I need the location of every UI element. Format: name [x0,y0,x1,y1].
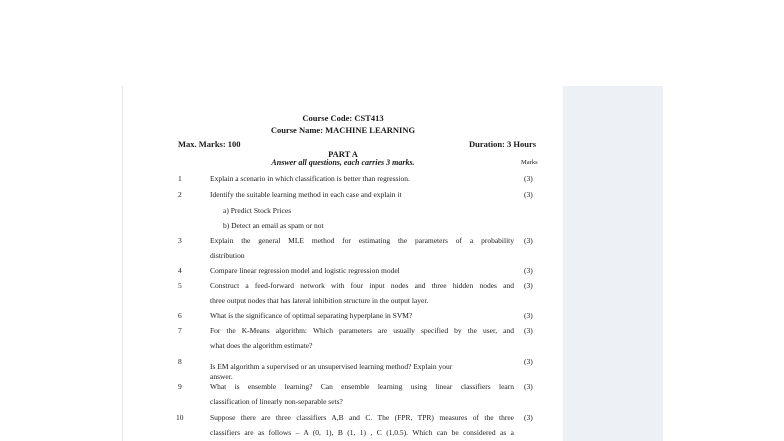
question-number: 5 [178,281,182,290]
course-name: Course Name: MACHINE LEARNING [270,125,416,135]
question-marks: (3) [524,357,533,366]
question-marks: (3) [524,281,533,290]
question-number: 8 [178,357,182,366]
question-marks: (3) [524,382,533,391]
question-number: 2 [178,190,182,199]
question-text: For the K-Means algorithm: Which parameters are usually specified by the user, and [210,326,514,335]
instructions: Answer all questions, each carries 3 marks. [271,158,415,167]
question-number: 1 [178,174,182,183]
document-page [122,86,563,441]
question-number: 7 [178,326,182,335]
question-text: what does the algorithm estimate? [210,341,313,350]
question-text: classification of linearly non-separable sets? [210,397,343,406]
question-number: 6 [178,311,182,320]
question-number: 10 [176,413,184,422]
question-marks: (3) [524,190,533,199]
question-number: 9 [178,382,182,391]
question-text: What is the significance of optimal separating hyperplane in SVM? [210,311,413,320]
question-text: three output nodes that has lateral inhibition structure in the output layer. [210,296,429,305]
question-text: distribution [210,251,245,260]
question-text: Explain the general MLE method for estimating the parameters of a probability [210,236,514,245]
question-text: Identify the suitable learning method in each case and explain it [210,190,402,199]
subitem: b) Detect an email as spam or not [223,221,324,230]
question-text: classifiers are as follows – A (0, 1), B (1, 1) , C (1,0.5). Which can be considered as a [210,428,514,437]
question-marks: (3) [524,326,533,335]
duration: Duration: 3 Hours [469,139,537,149]
side-panel [562,86,663,441]
question-text: answer. [210,372,233,381]
question-text: What is ensemble learning? Can ensemble learning using linear classifiers learn [210,382,514,391]
question-text: Suppose there are three classifiers A,B and C. The (FPR, TPR) measures of the three [210,413,514,422]
question-marks: (3) [524,174,533,183]
marks-column-header: Marks [521,159,538,166]
question-marks: (3) [524,266,533,275]
subitem: a) Predict Stock Prices [223,206,292,215]
question-text: Explain a scenario in which classification is better than regression. [210,174,410,183]
question-text: Construct a feed-forward network with four input nodes and three hidden nodes and [210,281,514,290]
question-marks: (3) [524,236,533,245]
question-marks: (3) [524,311,533,320]
question-marks: (3) [524,413,533,422]
course-code: Course Code: CST413 [302,113,384,123]
question-text: Is EM algorithm a supervised or an unsupervised learning method? Explain your [210,362,453,371]
part-heading: PART A [328,149,358,159]
question-number: 3 [178,236,182,245]
question-text: Compare linear regression model and logistic regression model [210,266,400,275]
question-number: 4 [178,266,182,275]
max-marks: Max. Marks: 100 [178,139,241,149]
